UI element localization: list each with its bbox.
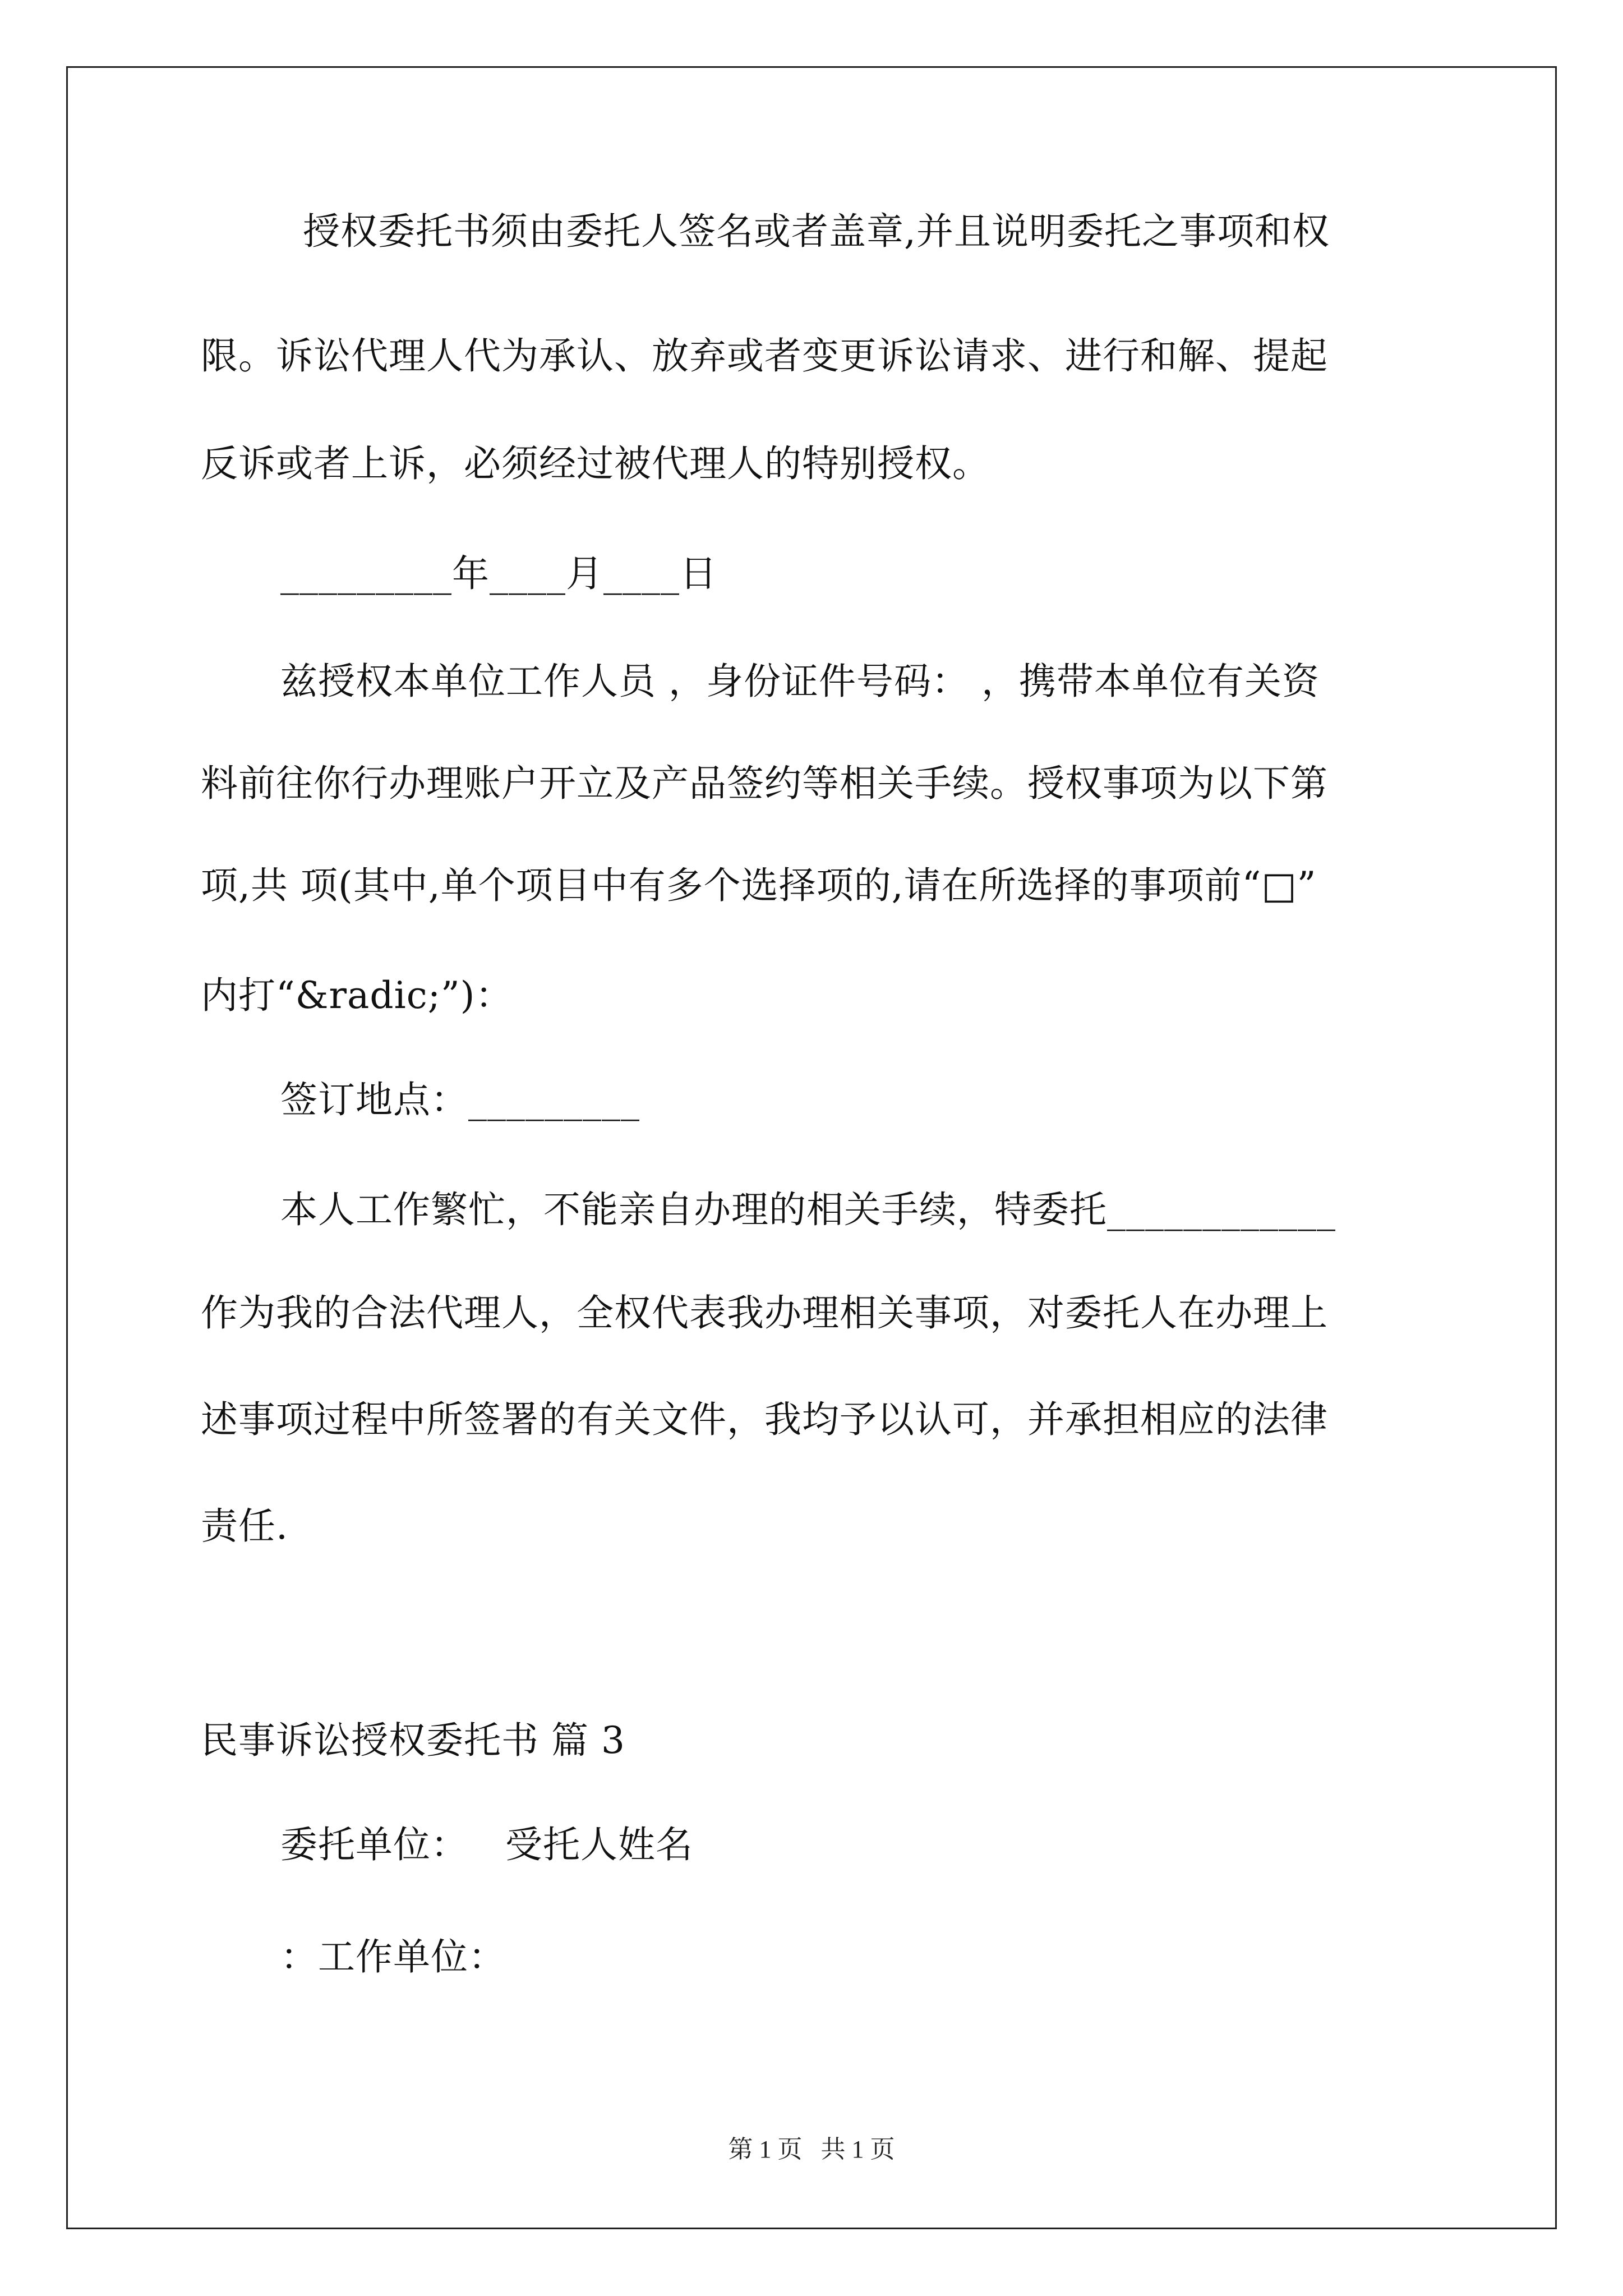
paragraph-line: 述事项过程中所签署的有关文件，我均予以认可，并承担相应的法律 (201, 1398, 1328, 1441)
date-line: _________年____月____日 (280, 552, 717, 595)
paragraph-line: 作为我的合法代理人，全权代表我办理相关事项，对委托人在办理上 (201, 1291, 1328, 1335)
page-border (66, 66, 1557, 2229)
paragraph-line: 限。诉讼代理人代为承认、放弃或者变更诉讼请求、进行和解、提起 (201, 334, 1328, 378)
paragraph-line: 料前往你行办理账户开立及产品签约等相关手续。授权事项为以下第 (201, 762, 1328, 805)
paragraph-line: 内打“&radic;”)： (201, 974, 513, 1017)
section-heading: 民事诉讼授权委托书 篇 3 (201, 1719, 625, 1762)
page-number-footer: 第 1 页 共 1 页 (728, 2136, 895, 2163)
paragraph-line: 责任. (201, 1504, 288, 1548)
paragraph-line: 授权委托书须由委托人签名或者盖章,并且说明委托之事项和权 (303, 210, 1330, 253)
paragraph-line: 本人工作繁忙，不能亲自办理的相关手续，特委托____________ (280, 1188, 1336, 1231)
form-line: ：工作单位： (280, 1935, 506, 1978)
paragraph-line: 反诉或者上诉，必须经过被代理人的特别授权。 (201, 442, 990, 485)
signing-place-line: 签订地点：_________ (280, 1078, 640, 1121)
paragraph-line: 兹授权本单位工作人员 ，身份证件号码： ，携带本单位有关资 (280, 660, 1320, 703)
form-line: 委托单位： 受托人姓名 (280, 1823, 693, 1866)
paragraph-line: 项,共 项(其中,单个项目中有多个选择项的,请在所选择的事项前“□” (201, 864, 1317, 907)
